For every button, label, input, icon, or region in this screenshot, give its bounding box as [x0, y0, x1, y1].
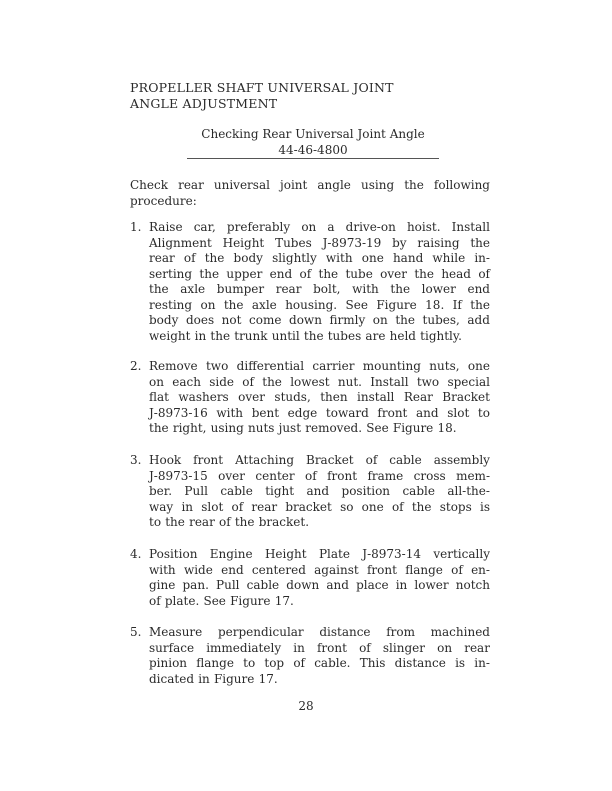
- text-line: on each side of the lowest nut. Install two special: [149, 374, 490, 389]
- text-line: surface immediately in front of slinger on rear: [149, 640, 490, 655]
- step-text: [149, 359, 490, 437]
- section-title-line: PROPELLER SHAFT UNIVERSAL JOINT: [130, 80, 394, 95]
- heading-rule: [187, 158, 439, 159]
- step-text: [149, 220, 490, 344]
- text-line: Measure perpendicular distance from machined: [149, 625, 490, 639]
- text-line: the axle bumper rear bolt, with the lower end: [149, 282, 490, 296]
- section-title-line: ANGLE ADJUSTMENT: [130, 96, 278, 111]
- text-line: the right, using nuts just removed. See Figure 18.: [149, 421, 457, 435]
- text-line: Hook front Attaching Bracket of cable assembly: [149, 453, 490, 467]
- text-line: with wide end centered against front flange of en-: [149, 562, 490, 577]
- text-line: weight in the trunk until the tubes are held tightly.: [149, 328, 462, 343]
- subsection-heading: [187, 126, 439, 158]
- text-line: resting on the axle housing. See Figure 18. If the: [149, 297, 490, 312]
- text-line: to the rear of the bracket.: [149, 515, 310, 529]
- subsection-title: Checking Rear Universal Joint Angle: [201, 127, 425, 141]
- text-line: way in slot of rear bracket so one of the stops is: [149, 499, 490, 514]
- procedure-step: [130, 359, 490, 437]
- text-line: J-8973-15 over center of front frame cross mem-: [149, 468, 490, 483]
- step-text: [149, 547, 490, 609]
- text-line: Position Engine Height Plate J-8973-14 vertically: [149, 547, 490, 561]
- operation-code: 44-46-4800: [278, 143, 348, 157]
- procedure-step: [130, 625, 490, 687]
- step-text: [149, 453, 490, 531]
- text-line: rear of the body slightly with one hand while in-: [149, 251, 490, 265]
- text-line: ber. Pull cable tight and position cable all-the-: [149, 484, 490, 498]
- text-line: pinion flange to top of cable. This distance is in-: [149, 656, 490, 670]
- procedure-step: [130, 453, 490, 531]
- step-number: 3.: [130, 453, 142, 467]
- text-line: procedure:: [130, 193, 197, 208]
- text-line: flat washers over studs, then install Rear Bracket: [149, 390, 490, 404]
- section-title: [130, 80, 394, 112]
- step-number: 4.: [130, 547, 142, 561]
- procedure-step: [130, 220, 490, 344]
- procedure-step: [130, 547, 490, 609]
- text-line: Raise car, preferably on a drive-on hoist. Install: [149, 220, 490, 234]
- text-line: dicated in Figure 17.: [149, 671, 278, 686]
- page-number: 28: [298, 699, 314, 713]
- intro-paragraph: [130, 178, 490, 209]
- text-line: serting the upper end of the tube over the head of: [149, 266, 490, 281]
- text-line: J-8973-16 with bent edge toward front and slot to: [149, 405, 490, 420]
- step-number: 5.: [130, 625, 142, 639]
- text-line: of plate. See Figure 17.: [149, 593, 294, 608]
- text-line: body does not come down firmly on the tubes, add: [149, 313, 490, 327]
- step-text: [149, 625, 490, 687]
- text-line: Check rear universal joint angle using the following: [130, 178, 490, 192]
- text-line: Alignment Height Tubes J-8973-19 by raising the: [149, 235, 490, 250]
- step-number: 1.: [130, 220, 142, 234]
- text-line: Remove two differential carrier mounting nuts, one: [149, 359, 490, 373]
- text-line: gine pan. Pull cable down and place in lower notch: [149, 578, 490, 592]
- step-number: 2.: [130, 359, 142, 373]
